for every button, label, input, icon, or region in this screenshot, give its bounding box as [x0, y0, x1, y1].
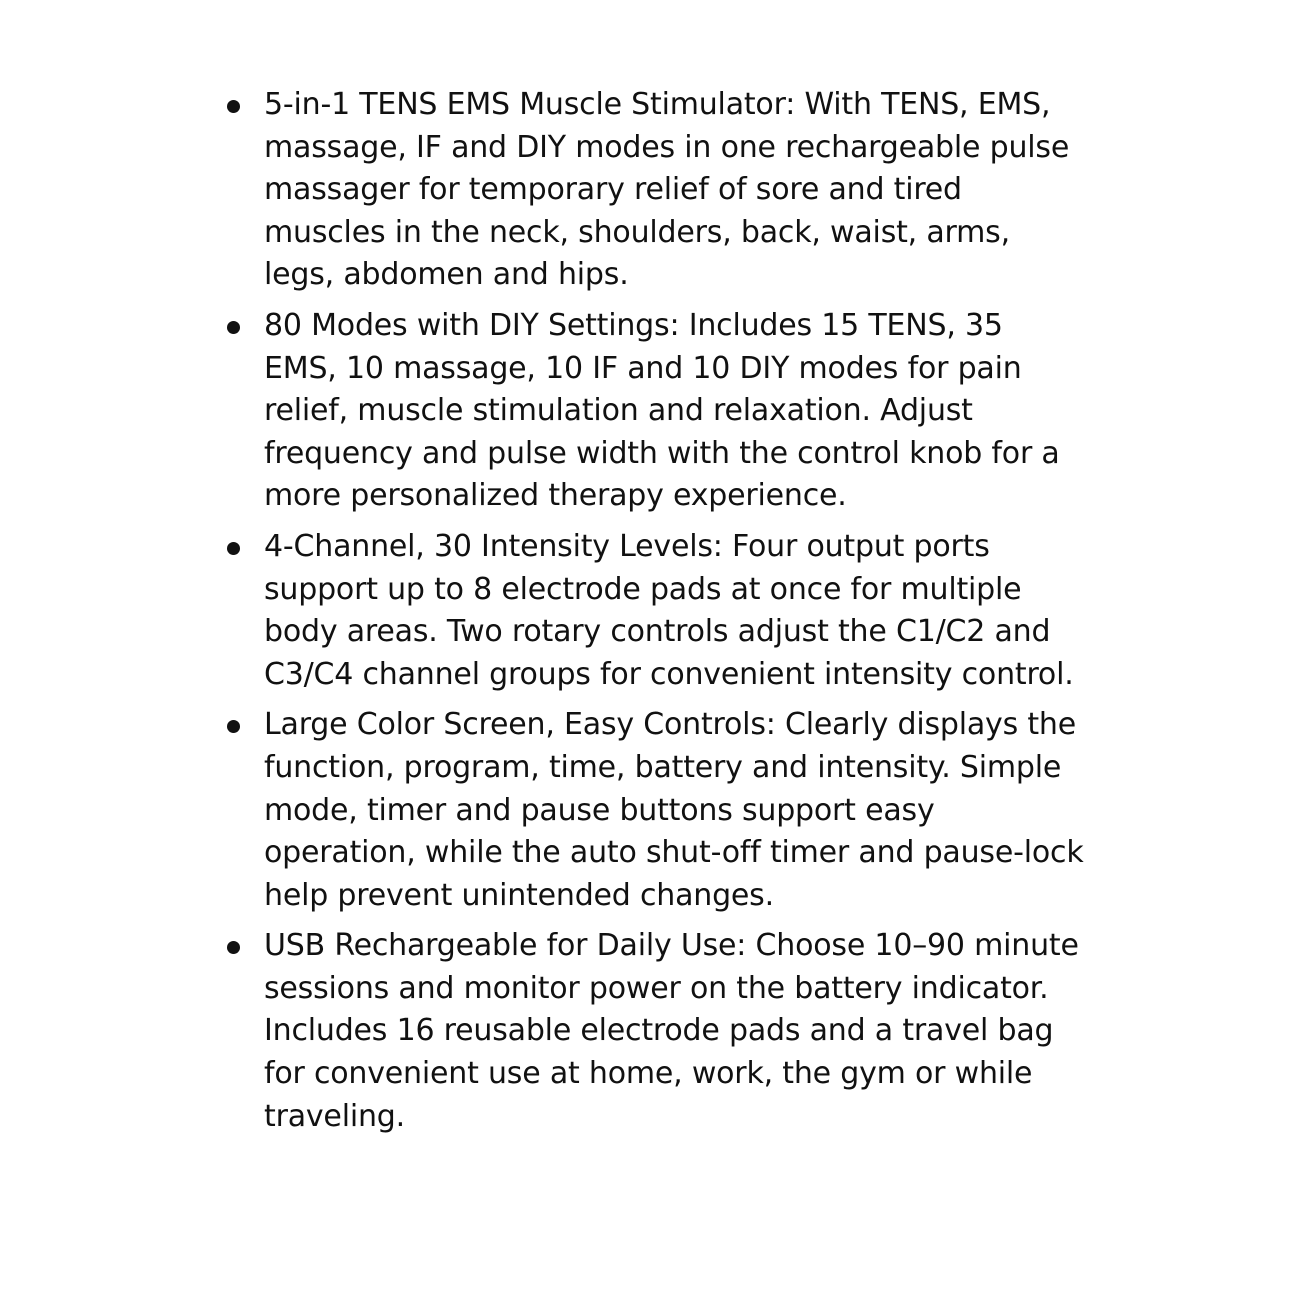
bullet-icon: [227, 941, 240, 954]
feature-text: 80 Modes with DIY Settings: Includes 15 TENS, 35 EMS, 10 massage, 10 IF and 10 DIY modes for pain relief, muscle stimulation and relaxation. Adjust frequency and pulse width with the control knob for a more personalized therapy experience.: [264, 307, 1060, 514]
feature-bullet-list: [264, 84, 1084, 1146]
bullet-icon: [227, 542, 240, 555]
list-item: [264, 305, 1084, 518]
feature-text: Large Color Screen, Easy Controls: Clearly displays the function, program, time, battery and intensity. Simple mode, timer and pause buttons support easy operation, while the auto shut-off timer and pause-lock help prevent unintended changes.: [264, 707, 1084, 913]
list-item: [264, 84, 1084, 297]
bullet-icon: [227, 100, 240, 113]
bullet-icon: [227, 720, 240, 733]
feature-text: 5-in-1 TENS EMS Muscle Stimulator: With TENS, EMS, massage, IF and DIY modes in one rechargeable pulse massager for temporary relief of sore and tired muscles in the neck, shoulders, back, waist, arms, legs, abdomen and hips.: [264, 87, 1070, 293]
feature-text: 4-Channel, 30 Intensity Levels: Four output ports support up to 8 electrode pads at once for multiple body areas. Two rotary controls adjust the C1/C2 and C3/C4 channel groups for convenient intensity control.: [264, 528, 1074, 692]
list-item: [264, 704, 1084, 917]
list-item: [264, 925, 1084, 1138]
list-item: [264, 526, 1084, 696]
feature-text: USB Rechargeable for Daily Use: Choose 10–90 minute sessions and monitor power on the battery indicator. Includes 16 reusable electrode pads and a travel bag for convenient use at home, work, the gym or while traveling.: [264, 928, 1079, 1134]
bullet-icon: [227, 321, 240, 334]
